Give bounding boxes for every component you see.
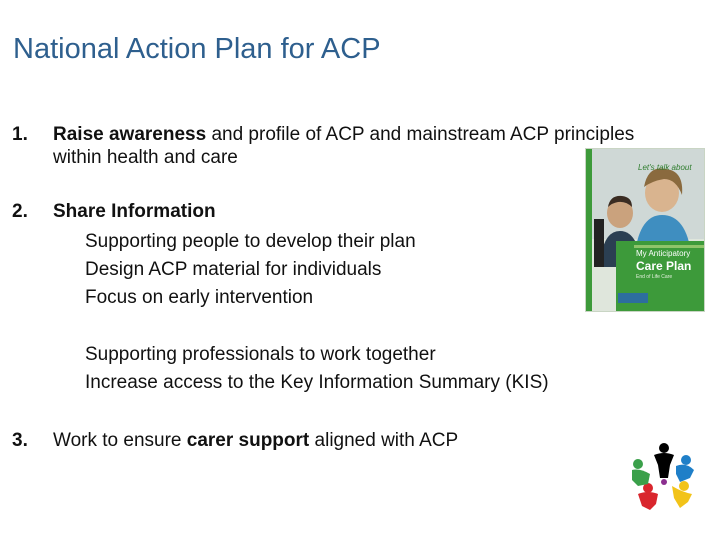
cover-subtitle: End of Life Care: [636, 274, 673, 280]
cover-title-panel: [616, 241, 704, 311]
item-rest: and profile of ACP and mainstream ACP principles: [206, 124, 635, 145]
item-bold: Raise awareness: [53, 124, 207, 145]
cover-title-line1: My Anticipatory: [636, 249, 691, 258]
care-plan-cover-image: [585, 148, 705, 312]
cover-title-line2: Care Plan: [636, 259, 692, 273]
cover-tagline: Let's talk about: [638, 163, 692, 172]
cover-publisher-logo: [618, 293, 648, 303]
slide-title: National Action Plan for ACP: [13, 33, 381, 65]
item-rest: aligned with ACP: [309, 430, 459, 451]
subpoint: Supporting professionals to work together: [85, 344, 436, 365]
item-bold: Share Information: [53, 201, 216, 222]
subpoint: Supporting people to develop their plan: [85, 231, 416, 252]
item-text: [53, 200, 216, 223]
item-number: 3.: [12, 430, 28, 451]
subpoint: Design ACP material for individuals: [85, 259, 382, 280]
people-circle-logo-icon: [628, 438, 700, 510]
subpoint: Focus on early intervention: [85, 287, 314, 308]
item-pre: Work to ensure: [53, 430, 187, 451]
item-number: 2.: [12, 201, 28, 222]
subpoint: Increase access to the Key Information Summary (KIS): [85, 372, 549, 393]
cover-accent-bar: [634, 245, 704, 248]
item-bold: carer support: [186, 430, 310, 451]
item-text: [53, 123, 634, 146]
item-number: 1.: [12, 124, 28, 145]
item-text: [53, 429, 458, 452]
item-text-line2: within health and care: [53, 147, 238, 168]
